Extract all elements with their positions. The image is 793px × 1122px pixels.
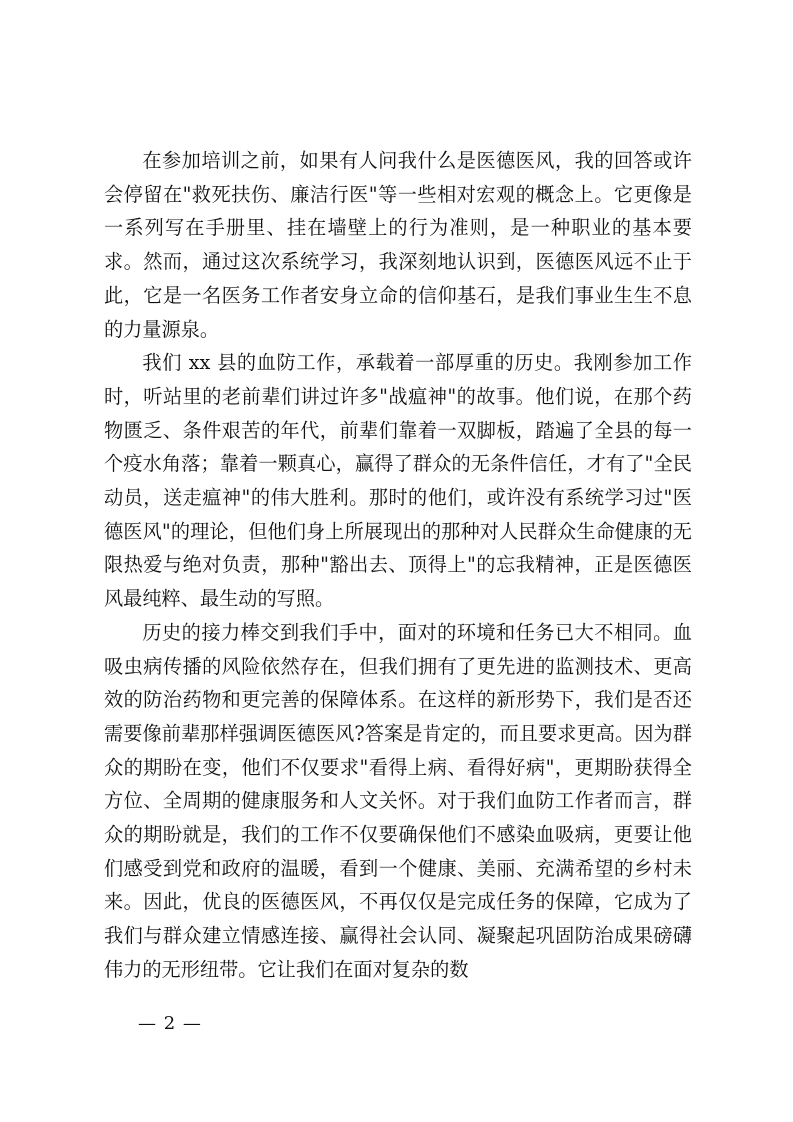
page-number: — 2 — (138, 1013, 202, 1034)
paragraph-2: 我们 xx 县的血防工作，承载着一部厚重的历史。我刚参加工作时，听站里的老前辈们讲过许多"战瘟神"的故事。他们说，在那个药物匮乏、条件艰苦的年代，前辈们靠着一双脚板，踏遍了全县的每一个疫水角落；靠着一颗真心，赢得了群众的无条件信任，才有了"全民动员，送走瘟神"的伟大胜利。那时的他们，或许没有系统学习过"医德医风"的理论，但他们身上所展现出的那种对人民群众生命健康的无限热爱与绝对负责，那种"豁出去、顶得上"的忘我精神，正是医德医风最纯粹、最生动的写照。 (104, 351, 692, 611)
paragraph-3: 历史的接力棒交到我们手中，面对的环境和任务已大不相同。血吸虫病传播的风险依然存在，但我们拥有了更先进的监测技术、更高效的防治药物和更完善的保障体系。在这样的新形势下，我们是否还需要像前辈那样强调医德医风?答案是肯定的，而且要求更高。因为群众的期盼在变，他们不仅要求"看得上病、看得好病"，更期盼获得全方位、全周期的健康服务和人文关怀。对于我们血防工作者而言，群众的期盼就是，我们的工作不仅要确保他们不感染血吸病，更要让他们感受到党和政府的温暖，看到一个健康、美丽、充满希望的乡村未来。因此，优良的医德医风，不再仅仅是完成任务的保障，它成为了我们与群众建立情感连接、赢得社会认同、凝聚起巩固防治成果磅礴伟力的无形纽带。它让我们在面对复杂的数 (104, 620, 692, 981)
document-body (104, 144, 692, 987)
paragraph-1: 在参加培训之前，如果有人问我什么是医德医风，我的回答或许会停留在"救死扶伤、廉洁行医"等一些相对宏观的概念上。它更像是一系列写在手册里、挂在墙壁上的行为准则，是一种职业的基本要求。然而，通过这次系统学习，我深刻地认识到，医德医风远不止于此，它是一名医务工作者安身立命的信仰基石，是我们事业生生不息的力量源泉。 (104, 149, 692, 341)
